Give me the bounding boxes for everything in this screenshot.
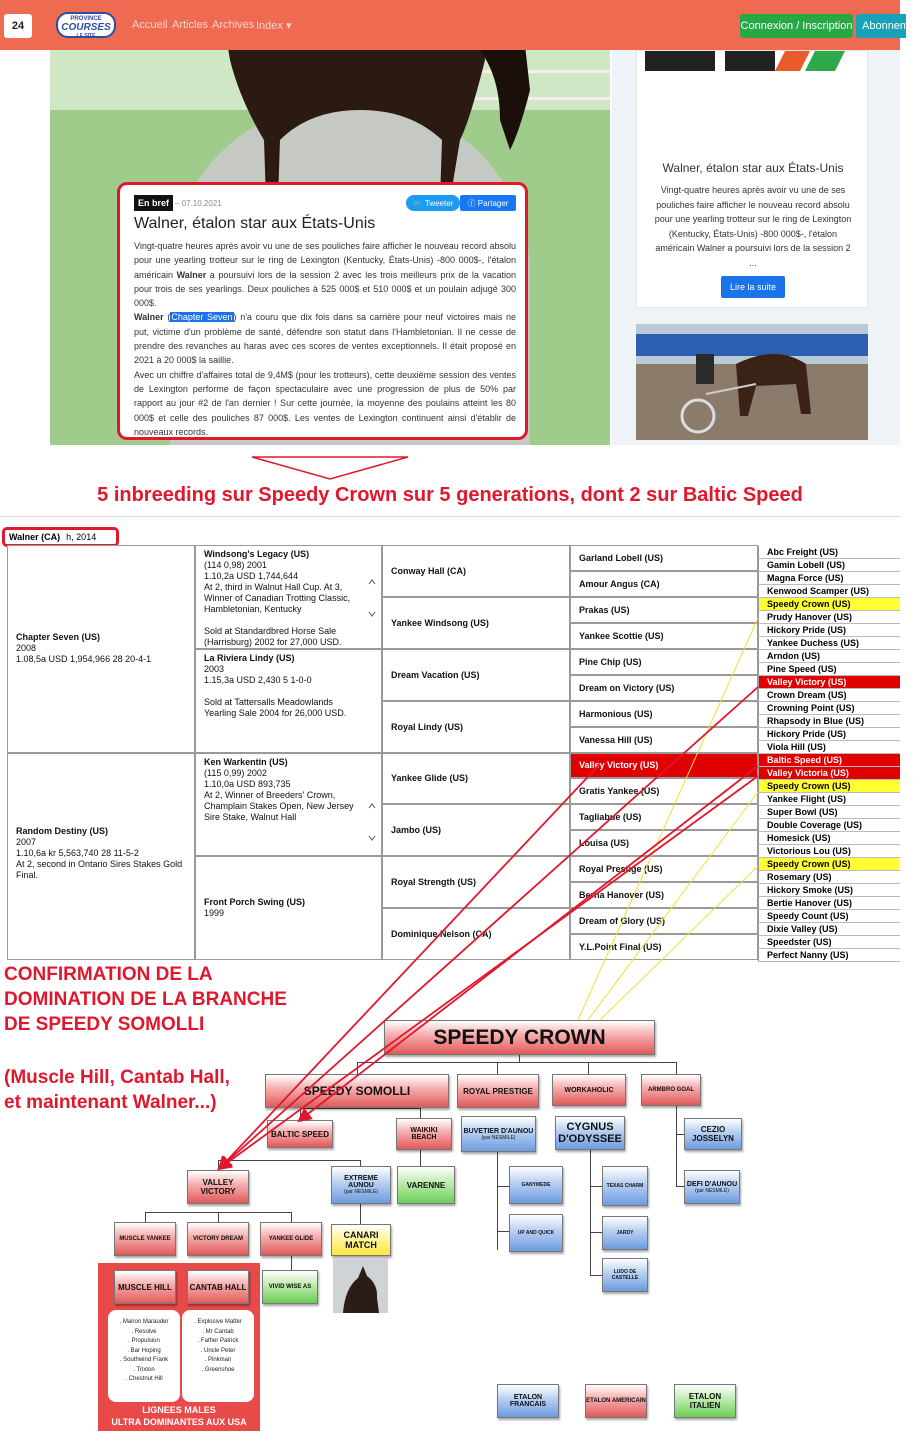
sidebar-card-title[interactable]: Walner, étalon star aux États-Unis	[662, 161, 844, 175]
horse-name: Front Porch Swing (US)	[204, 897, 305, 908]
muscle-hill-offspring-list	[108, 1310, 180, 1402]
pedigree-gen5-10[interactable]: Valley Victory (US)	[758, 676, 900, 689]
tweet-button[interactable]: 🐦 Tweeter	[406, 195, 460, 211]
pedigree-gen3-3[interactable]: Royal Lindy (US)	[382, 701, 570, 753]
legend-italian-stallion: ETALON ITALIEN	[674, 1384, 736, 1418]
pedigree-gen3-6[interactable]: Royal Strength (US)	[382, 856, 570, 908]
pedigree-gen5-20[interactable]: Super Bowl (US)	[758, 806, 900, 819]
horse-name: La Riviera Lindy (US)	[204, 652, 295, 663]
offspring-item: . Father Patrick	[197, 1338, 239, 1344]
legend-american-stallion: ETALON AMERICAIN	[585, 1384, 647, 1418]
pedigree-gen5-18[interactable]: Speedy Crown (US)	[758, 780, 900, 793]
cantab-hall-node: CANTAB HALL	[187, 1270, 249, 1304]
pedigree-gen3-4[interactable]: Yankee Glide (US)	[382, 753, 570, 805]
canari-match-node: CANARI MATCH	[331, 1224, 391, 1256]
pedigree-gen5-24[interactable]: Speedy Crown (US)	[758, 858, 900, 871]
pedigree-gen2-3[interactable]: Front Porch Swing (US) 1999	[195, 856, 382, 960]
pedigree-gen4-11[interactable]: Louisa (US)	[570, 830, 758, 856]
ludo-de-castelle-node: LUDO DE CASTELLE	[602, 1258, 648, 1292]
big-24-logo	[645, 51, 845, 73]
article-body: Vingt-quatre heures après avoir vu une de ses pouliches faire afficher le nouveau record absolu pour une yearling trotteur sur le ring de Lexington (Kentucky, États-Unis) -800 000$-, l'étalon américain Walner a poursuivi lors de la session 2 avec les trois meilleurs prix de la vacation pour trois de ses yearlings. Deux pouliches à 525 000$ et 510 000$ et un poulain adjugé 300 000$. Walner (Chapter Seven) n'a couru que dix fois dans sa carrière pour neuf victoires mais ne put, victime d'un problème de santé, défendre son statut dans l'Hambletonian. Il ne cesse de prendre des revanches au haras avec ces scores de ventes exceptionnels. Il était proposé en 2021 à 20 000$ la saillie. Avec un chiffre d'affaires total de 9,4M$ (pour les trotteurs), cette deuxième session des ventes de Lexington performe de façon spectaculaire avec une progression de plus de 50% par rapport au jour #2 de l'an dernier ! Sur cette journée, la moyenne des poulains atteint les 80 000$ et celle des pouliches 87 000$. Les ventes de Lexington continuent ainsi d'établir de nouveaux records.	[134, 241, 516, 437]
pedigree-gen5-27[interactable]: Bertie Hanover (US)	[758, 897, 900, 910]
facebook-icon: ⓕ	[467, 198, 478, 208]
pedigree-gen4-2[interactable]: Prakas (US)	[570, 597, 758, 623]
pedigree-gen4-15[interactable]: Y.L.Point Final (US)	[570, 934, 758, 960]
inbreeding-headline: 5 inbreeding sur Speedy Crown sur 5 generations, dont 2 sur Baltic Speed	[97, 484, 803, 506]
pedigree-gen4-10[interactable]: Tagliabue (US)	[570, 804, 758, 830]
offspring-item: . Southwind Frank	[119, 1357, 169, 1363]
pedigree-gen3-5[interactable]: Jambo (US)	[382, 804, 570, 856]
offspring-item: . Trixton	[133, 1366, 155, 1373]
pedigree-gen5-25[interactable]: Rosemary (US)	[758, 871, 900, 884]
pedigree-gen4-0[interactable]: Garland Lobell (US)	[570, 545, 758, 571]
offspring-item: . Bar Hoping	[127, 1347, 161, 1354]
navbar	[0, 0, 924, 50]
pedigree-gen5-4[interactable]: Speedy Crown (US)	[758, 598, 900, 611]
offspring-item: . Chestnut Hill	[125, 1376, 163, 1382]
pedigree-gen5-22[interactable]: Homesick (US)	[758, 832, 900, 845]
pedigree-gen4-5[interactable]: Dream on Victory (US)	[570, 675, 758, 701]
pedigree-gen5-14[interactable]: Hickory Pride (US)	[758, 728, 900, 741]
sidebar-card	[636, 50, 868, 308]
canari-match-photo	[333, 1258, 388, 1313]
pedigree-gen4-7[interactable]: Vanessa Hill (US)	[570, 727, 758, 753]
ganymede-node: GANYMEDE	[509, 1166, 563, 1204]
offspring-item: . Uncle Peter	[200, 1347, 236, 1354]
offspring-item: . Propulsion	[128, 1338, 160, 1344]
en-bref-badge: En bref	[134, 195, 173, 211]
pedigree-gen5-29[interactable]: Dixie Valley (US)	[758, 923, 900, 936]
pedigree-gen5-15[interactable]: Viola Hill (US)	[758, 741, 900, 754]
pedigree-gen4-3[interactable]: Yankee Scottie (US)	[570, 623, 758, 649]
down-arrow	[250, 455, 410, 481]
pedigree-gen5-30[interactable]: Speedster (US)	[758, 936, 900, 949]
logo-province-courses[interactable]: PROVINCE COURSES LE SITE	[56, 12, 116, 38]
pedigree-gen2-2[interactable]: Ken Warkentin (US) (115 0,99) 2002 1.10,0a USD 893,735 At 2, Winner of Breeders' Crown, Champlain Stakes Open, New Jersey Sire Stake, Walnut Hall	[195, 753, 382, 857]
muscle-yankee-node: MUSCLE YANKEE	[114, 1222, 176, 1256]
pedigree-gen1-1[interactable]: Random Destiny (US) 2007 1.10,6a kr 5,563,740 28 11-5-2 At 2, second in Ontario Sires Stakes Gold Final.	[7, 753, 195, 961]
pedigree-gen5-11[interactable]: Crown Dream (US)	[758, 689, 900, 702]
muscle-hill-node: MUSCLE HILL	[114, 1270, 176, 1304]
pedigree-gen5-6[interactable]: Hickory Pride (US)	[758, 624, 900, 637]
confirmation-text: CONFIRMATION DE LA DOMINATION DE LA BRANCHE DE SPEEDY SOMOLLI	[4, 964, 287, 1035]
extreme-aunou-node: EXTREME AUNOU (par NESMILE)	[331, 1166, 391, 1204]
speedy-crown-node: SPEEDY CROWN	[384, 1020, 655, 1055]
royal-prestige-node: ROYAL PRESTIGE	[457, 1074, 539, 1108]
pedigree-gen5-7[interactable]: Yankee Duchess (US)	[758, 637, 900, 650]
pedigree-gen5-1[interactable]: Gamin Lobell (US)	[758, 559, 900, 572]
buvetier-node: BUVETIER D'AUNOU (par NESMILE)	[461, 1116, 536, 1152]
logo-24[interactable]: 24	[4, 14, 32, 38]
horse-name: Random Destiny (US)	[16, 825, 109, 836]
pedigree-gen5-8[interactable]: Arndon (US)	[758, 650, 900, 663]
article-title: Walner, étalon star aux États-Unis	[134, 215, 376, 232]
pedigree-gen3-0[interactable]: Conway Hall (CA)	[382, 545, 570, 597]
waikiki-beach-node: WAIKIKI BEACH	[396, 1118, 452, 1150]
pedigree-gen5-2[interactable]: Magna Force (US)	[758, 572, 900, 585]
offspring-item: . Greenshoe	[201, 1366, 235, 1373]
offspring-item: . Resolve	[131, 1328, 157, 1335]
baltic-speed-node: BALTIC SPEED	[267, 1120, 333, 1148]
pedigree-subject: Walner (CA) h, 2014	[2, 527, 119, 547]
defi-aunou-node: DEFI D'AUNOU (par NESMILE)	[684, 1170, 740, 1204]
cygnus-node: CYGNUS D'ODYSSEE	[555, 1116, 625, 1150]
cantab-hall-offspring-list	[182, 1310, 254, 1402]
pedigree-gen3-7[interactable]: Dominique Nelson (CA)	[382, 908, 570, 960]
connect-button[interactable]: Connexion / Inscription	[740, 14, 853, 38]
subscribe-button[interactable]: Abonnement	[856, 14, 906, 38]
armbro-goal-node: ARMBRO GOAL	[641, 1074, 701, 1106]
sidebar-card-text: Vingt-quatre heures après avoir vu une de ses pouliches faire afficher le nouveau record absolu pour une yearling trotteur sur le ring de Lexington (Kentucky, États-Unis) -800 000$-, l'étalon américain Walner a poursuivi lors de la session 2 ...	[654, 185, 852, 268]
offspring-item: . Pinkman	[204, 1357, 232, 1363]
varenne-node: VARENNE	[397, 1166, 455, 1204]
victory-dream-node: VICTORY DREAM	[187, 1222, 249, 1256]
pedigree-gen5-31[interactable]: Perfect Nanny (US)	[758, 949, 900, 962]
male-lines-caption: LIGNEES MALES ULTRA DOMINANTES AUX USA	[111, 1405, 247, 1427]
pedigree-gen3-2[interactable]: Dream Vacation (US)	[382, 649, 570, 701]
horse-name: Windsong's Legacy (US)	[204, 549, 310, 559]
horse-name: Ken Warkentin (US)	[204, 756, 288, 767]
pedigree-gen5-26[interactable]: Hickory Smoke (US)	[758, 884, 900, 897]
pedigree-gen4-12[interactable]: Royal Prestige (US)	[570, 856, 758, 882]
pedigree-gen4-1[interactable]: Amour Angus (CA)	[570, 571, 758, 597]
pedigree-gen5-16[interactable]: Baltic Speed (US)	[758, 754, 900, 767]
pedigree-gen1-0[interactable]: Chapter Seven (US) 2008 1.08,5a USD 1,954,966 28 20-4-1	[7, 545, 195, 753]
examples-text: (Muscle Hill, Cantab Hall, et maintenant Walner...)	[4, 1067, 230, 1113]
nav-articles[interactable]: Articles	[172, 19, 209, 31]
pedigree-gen4-13[interactable]: Berna Hanover (US)	[570, 882, 758, 908]
pedigree-gen4-9[interactable]: Gratis Yankee (US)	[570, 778, 758, 804]
pedigree-gen2-1[interactable]: La Riviera Lindy (US) 2003 1.15,3a USD 2,430 5 1-0-0 Sold at Tattersalls Meadowlands Yearling Sale 2004 for 26,000 USD.	[195, 649, 382, 753]
pedigree-gen3-1[interactable]: Yankee Windsong (US)	[382, 597, 570, 649]
pedigree-gen4-4[interactable]: Pine Chip (US)	[570, 649, 758, 675]
read-more-button[interactable]: Lire la suite	[721, 276, 785, 298]
pedigree-gen5-12[interactable]: Crowning Point (US)	[758, 702, 900, 715]
offspring-item: . Mr Cantab	[202, 1328, 234, 1335]
offspring-item: . Marion Marauder	[119, 1319, 169, 1325]
pedigree-gen5-9[interactable]: Pine Speed (US)	[758, 663, 900, 676]
share-button[interactable]: ⓕ Partager	[460, 195, 516, 211]
speedy-somolli-node: SPEEDY SOMOLLI	[265, 1074, 449, 1108]
article-date: – 07.10.2021	[175, 199, 222, 208]
pedigree-gen4-14[interactable]: Dream of Glory (US)	[570, 908, 758, 934]
horse-name: Chapter Seven (US)	[16, 632, 101, 642]
pedigree-gen5-28[interactable]: Speedy Count (US)	[758, 910, 900, 923]
pedigree-gen5-5[interactable]: Prudy Hanover (US)	[758, 611, 900, 624]
twitter-icon: 🐦	[412, 198, 425, 208]
pedigree-gen4-6[interactable]: Harmonious (US)	[570, 701, 758, 727]
cezio-node: CEZIO JOSSELYN	[684, 1118, 742, 1150]
legend-french-stallion: ETALON FRANCAIS	[497, 1384, 559, 1418]
article-card	[117, 182, 528, 440]
pedigree-gen5-23[interactable]: Victorious Lou (US)	[758, 845, 900, 858]
scrollbar[interactable]	[367, 578, 377, 618]
nav-index[interactable]: Index ▾	[256, 20, 292, 32]
scrollbar[interactable]	[367, 802, 377, 842]
pedigree-gen4-8[interactable]: Valley Victory (US)	[570, 753, 758, 779]
valley-victory-node: VALLEY VICTORY	[187, 1170, 249, 1204]
up-and-quick-node: UP AND QUICK	[509, 1214, 563, 1252]
pedigree-gen5-13[interactable]: Rhapsody in Blue (US)	[758, 715, 900, 728]
nav-archives[interactable]: Archives	[212, 19, 255, 31]
pedigree-gen5-17[interactable]: Valley Victoria (US)	[758, 767, 900, 780]
race-photo	[636, 324, 868, 440]
selected-text-chapter-seven[interactable]: Chapter Seven	[171, 312, 233, 323]
vivid-wise-as-node: VIVID WISE AS	[262, 1270, 318, 1304]
pedigree-gen2-0[interactable]: Windsong's Legacy (US) (114 0,98) 2001 1.10,2a USD 1,744,644 At 2, third in Walnut Hall Cup. At 3, Winner of Canadian Trotting Classic, Hambletonian, Kentucky Sold at Standardbred Horse Sale (Harrisburg) 2002 for 27,000 USD.	[195, 545, 382, 649]
pedigree-gen5-21[interactable]: Double Coverage (US)	[758, 819, 900, 832]
pedigree-gen5-19[interactable]: Yankee Flight (US)	[758, 793, 900, 806]
workaholic-node: WORKAHOLIC	[552, 1074, 626, 1106]
texas-charm-node: TEXAS CHARM	[602, 1166, 648, 1206]
jardy-node: JARDY	[602, 1216, 648, 1250]
nav-accueil[interactable]: Accueil	[132, 19, 168, 31]
offspring-item: . Explosive Matter	[194, 1319, 242, 1325]
pedigree-gen5-0[interactable]: Abc Freight (US)	[758, 546, 900, 559]
yankee-glide-node: YANKEE GLIDE	[260, 1222, 322, 1256]
pedigree-gen5-3[interactable]: Kenwood Scamper (US)	[758, 585, 900, 598]
